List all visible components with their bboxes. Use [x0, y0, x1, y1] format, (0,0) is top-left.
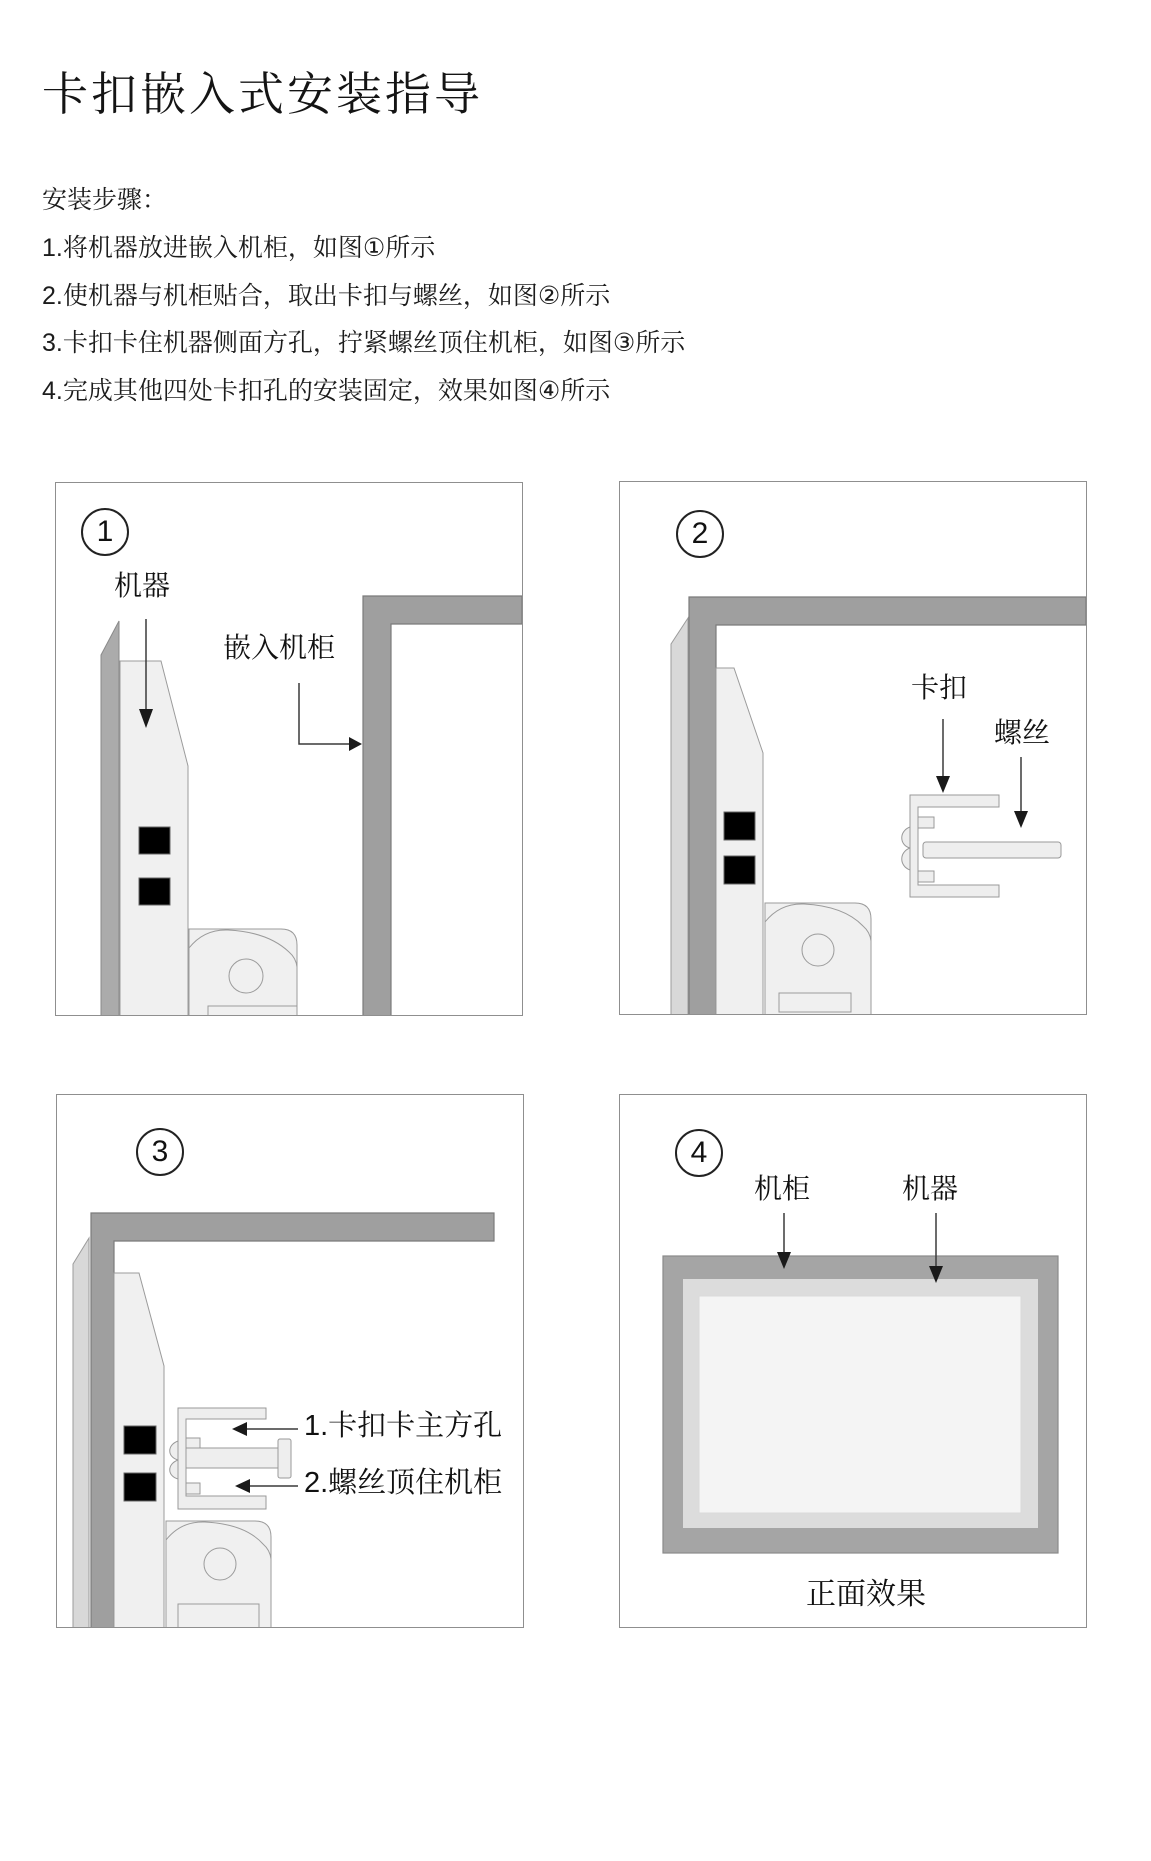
figure-2-number-badge [676, 510, 724, 558]
screw [923, 842, 1061, 858]
figure-3-number: 3 [151, 1135, 169, 1168]
machine-label: 机器 [114, 570, 171, 601]
machine-front-bezel [73, 1238, 89, 1627]
mounting-bracket [189, 929, 297, 1015]
step-3: 3.卡扣卡住机器侧面方孔，拧紧螺丝顶住机柜，如图③所示 [42, 329, 686, 357]
square-hole-1 [139, 827, 170, 854]
page-title: 卡扣嵌入式安装指导 [42, 68, 483, 120]
figure-1-number: 1 [96, 515, 114, 548]
steps-heading: 安装步骤： [42, 186, 168, 214]
step-4: 4.完成其他四处卡扣孔的安装固定，效果如图④所示 [42, 377, 611, 405]
figure-1-place-machine [55, 482, 523, 1016]
screw-label: 螺丝 [994, 717, 1051, 748]
clip-tab-2 [186, 1483, 200, 1494]
clip-spring-legs [902, 827, 910, 870]
machine-label: 机器 [902, 1173, 959, 1204]
step-2: 2.使机器与机柜贴合，取出卡扣与螺丝，如图②所示 [42, 282, 611, 310]
figure-3-number-badge [136, 1128, 184, 1176]
clip-tab-1 [186, 1438, 200, 1449]
figure-3-diagram [57, 1095, 523, 1627]
figure-2-clip-and-screw [619, 481, 1087, 1015]
figure-4-number: 4 [690, 1136, 708, 1169]
square-hole-1 [724, 812, 755, 840]
note1-pointer-arrow [232, 1422, 298, 1436]
cabinet-label: 机柜 [754, 1173, 811, 1204]
clip-tab-2 [918, 871, 934, 882]
screw-against-cabinet-note: 2.螺丝顶住机柜 [304, 1467, 503, 1499]
cabinet-corner-wall [363, 596, 522, 1015]
screw-pointer-arrow [1014, 757, 1028, 828]
clip-spring-legs [170, 1441, 178, 1479]
figure-1-number-badge [81, 508, 129, 556]
machine-front-bezel [101, 621, 119, 1015]
clip-tab-1 [918, 817, 934, 828]
step-1: 1.将机器放进嵌入机柜，如图①所示 [42, 234, 436, 262]
screw-shaft [186, 1448, 279, 1468]
square-hole-2 [124, 1473, 156, 1501]
front-view-caption: 正面效果 [806, 1578, 926, 1611]
screw-head [278, 1439, 291, 1478]
figure-4-number-badge [675, 1129, 723, 1177]
machine-body-side [716, 668, 763, 1014]
machine-front-bezel [671, 618, 688, 1014]
square-hole-1 [124, 1426, 156, 1454]
clip-pointer-arrow [936, 719, 950, 793]
note2-pointer-arrow [235, 1479, 298, 1493]
clip-into-hole-note: 1.卡扣卡主方孔 [304, 1410, 503, 1442]
cabinet-pointer-arrow [299, 683, 362, 751]
figure-2-number: 2 [691, 517, 709, 550]
clip-label: 卡扣 [911, 672, 968, 703]
embedded-cabinet-label: 嵌入机柜 [223, 632, 336, 663]
figure-3-fasten-clip [56, 1094, 524, 1628]
square-hole-2 [724, 856, 755, 884]
figure-1-diagram [56, 483, 522, 1015]
figure-4-front-view [619, 1094, 1087, 1628]
machine-screen [699, 1296, 1021, 1513]
square-hole-2 [139, 878, 170, 905]
